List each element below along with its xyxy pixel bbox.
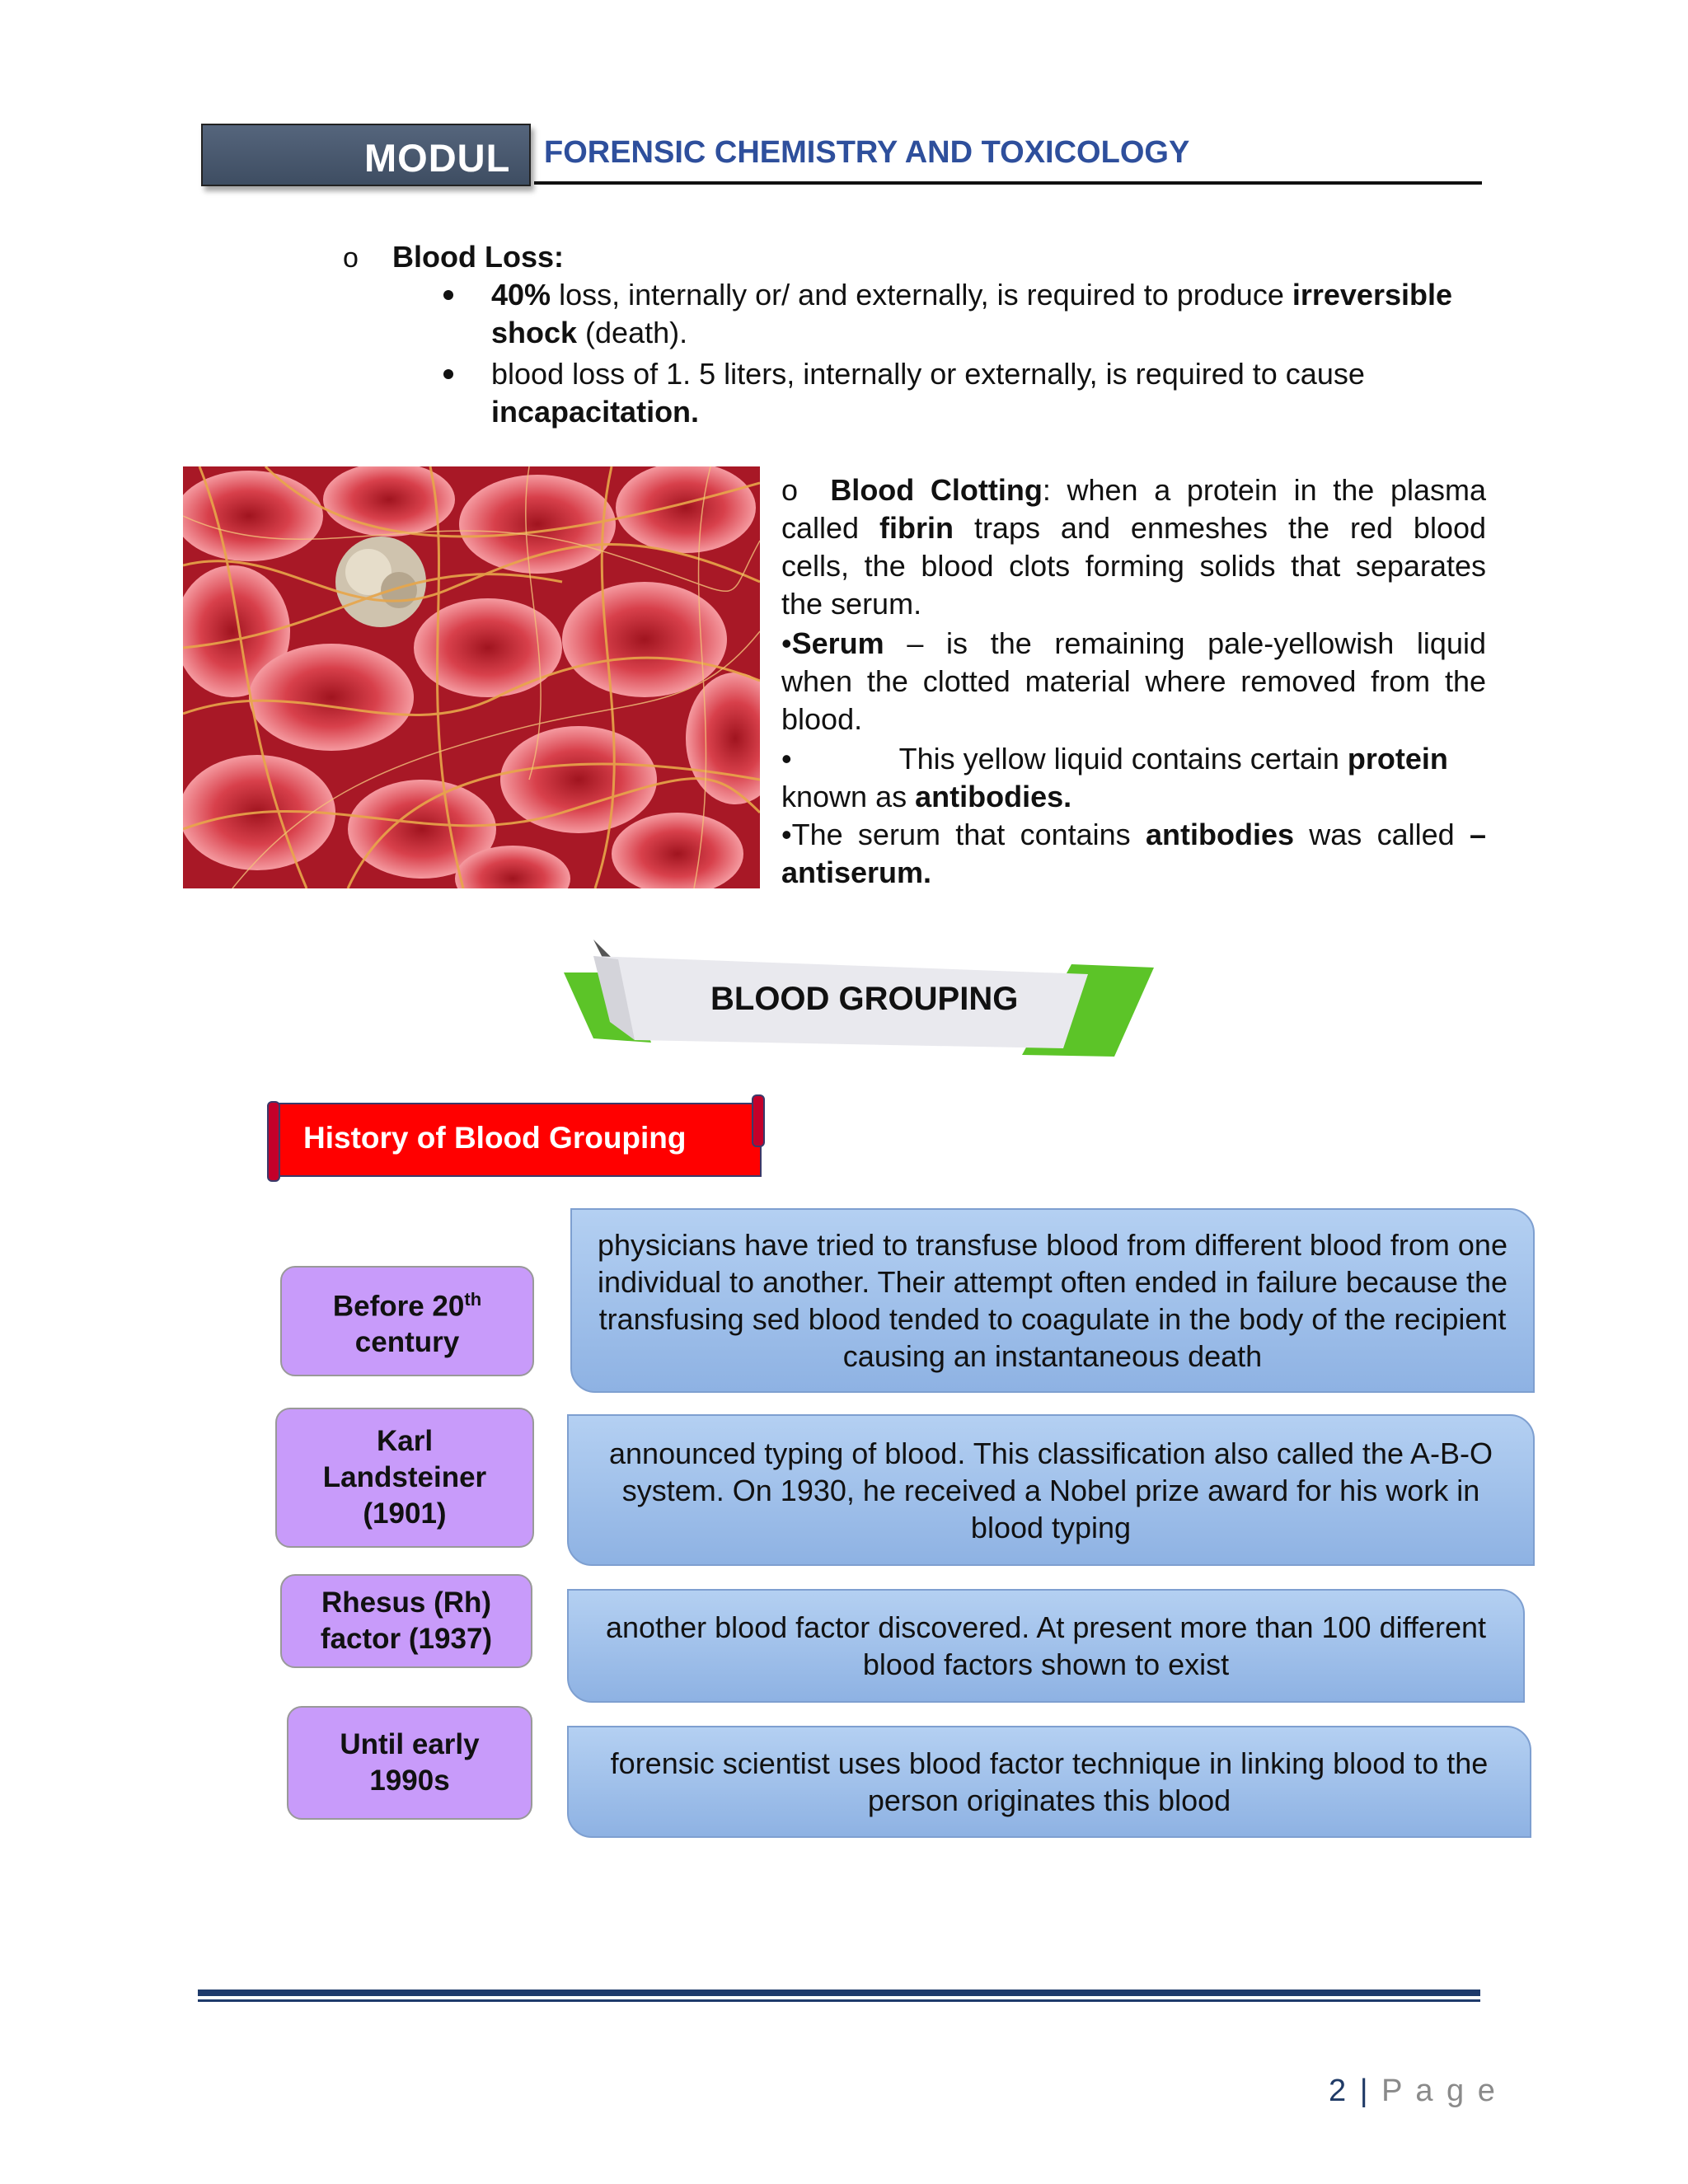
item1-text: loss, internally or/ and externally, is required to produce xyxy=(551,278,1292,312)
item1-bold2: irreversible xyxy=(1292,278,1452,312)
clotting-line-2 xyxy=(781,509,1486,547)
bullet-dot-icon: • xyxy=(781,626,792,660)
antiserum-text: The serum that contains xyxy=(791,818,1146,851)
history-title: History of Blood Grouping xyxy=(303,1121,687,1155)
blood-loss-item-2-line-2: incapacitation. xyxy=(491,395,700,429)
bullet-dot-icon: • xyxy=(781,818,792,851)
protein-text: known as xyxy=(781,780,916,813)
clotting-line-1 xyxy=(781,471,1486,509)
footer-rule-thin xyxy=(198,1999,1480,2002)
bullet-dot-icon xyxy=(443,290,453,300)
clotting-term: Blood Clotting xyxy=(830,473,1043,507)
clotting-line-3: cells, the blood clots forming solids that separates xyxy=(781,549,1486,583)
label-text: century xyxy=(354,1326,460,1359)
timeline-label-karl-landsteiner: Karl Landsteiner (1901) xyxy=(275,1408,534,1548)
clotting-line-4: the serum. xyxy=(781,587,922,621)
scroll-cap-right xyxy=(752,1094,765,1147)
page-number: 2 | P a g e xyxy=(1329,2074,1498,2108)
page-number-value: 2 xyxy=(1329,2074,1349,2108)
blood-loss-item-2: blood loss of 1. 5 liters, internally or externally, is required to cause xyxy=(491,357,1365,391)
page-label: P a g e xyxy=(1381,2074,1498,2108)
timeline-desc-until-early-1990s: forensic scientist uses blood factor technique in linking blood to the person originates this blood xyxy=(567,1726,1531,1838)
clotting-text: : when a protein in the plasma xyxy=(1042,473,1486,507)
serum-line-3: blood. xyxy=(781,702,863,736)
timeline-label-before-20th-century xyxy=(280,1266,534,1376)
history-of-blood-grouping-tab xyxy=(270,1103,762,1177)
timeline-desc-rhesus-factor: another blood factor discovered. At present more than 100 different blood factors shown to exist xyxy=(567,1589,1525,1703)
serum-line-1 xyxy=(781,625,1486,663)
header-rule xyxy=(534,181,1482,185)
footer-rule-thick xyxy=(198,1990,1480,1996)
bullet-dot-icon xyxy=(443,369,453,379)
circle-bullet-icon: o xyxy=(343,242,359,274)
clotting-text: called xyxy=(781,511,880,545)
serum-term: Serum xyxy=(791,626,884,660)
circle-bullet-icon: o xyxy=(781,473,831,507)
blood-clot-image xyxy=(183,466,760,888)
antiserum-text: was called xyxy=(1294,818,1470,851)
bullet-dot-icon: • xyxy=(781,742,792,776)
clotting-text: traps and enmeshes the red blood xyxy=(954,511,1487,545)
protein-term: protein xyxy=(1347,742,1448,776)
scroll-cap-left xyxy=(267,1101,280,1182)
antiserum-line-1 xyxy=(781,816,1486,854)
protein-line-2 xyxy=(781,778,1486,816)
blood-loss-item-1-line-2 xyxy=(491,313,687,352)
label-text: Before 20 xyxy=(332,1290,465,1323)
module-label: MODUL xyxy=(364,136,511,180)
antiserum-dash: – xyxy=(1469,818,1486,851)
timeline-desc-karl-landsteiner: announced typing of blood. This classification also called the A-B-O system. On 1930, he received a Nobel prize award for his work in blood typing xyxy=(567,1414,1535,1566)
item1-bold: 40% xyxy=(491,278,551,312)
item1-line2-text: (death). xyxy=(577,316,688,349)
protein-line-1 xyxy=(781,740,1486,778)
protein-text: This yellow liquid contains certain xyxy=(898,742,1348,776)
timeline-desc-before-20th-century: physicians have tried to transfuse blood from different blood from one individual to another. Their attempt often ended in failure because the transfusing sed blood tended to coagulate in the body of the recipient causing an instantaneous death xyxy=(570,1208,1535,1393)
serum-line-2: when the clotted material where removed from the xyxy=(781,664,1486,698)
antibodies-term: antibodies. xyxy=(915,780,1072,813)
header-title: FORENSIC CHEMISTRY AND TOXICOLOGY xyxy=(544,135,1190,170)
fibrin-term: fibrin xyxy=(879,511,954,545)
antiserum-line-2: antiserum. xyxy=(781,855,932,889)
timeline-label-until-early-1990s: Until early 1990s xyxy=(287,1706,532,1820)
module-badge xyxy=(201,124,531,186)
antibodies-term: antibodies xyxy=(1145,818,1294,851)
blood-loss-heading: Blood Loss: xyxy=(392,240,564,274)
timeline-label-rhesus-factor: Rhesus (Rh) factor (1937) xyxy=(280,1574,532,1668)
serum-text: – is the remaining pale-yellowish liquid xyxy=(884,626,1486,660)
blood-grouping-title: BLOOD GROUPING xyxy=(710,981,1019,1017)
item1-line2-bold: shock xyxy=(491,316,578,349)
label-sup: th xyxy=(464,1288,482,1310)
blood-loss-item-1 xyxy=(491,275,1452,314)
red-blood-cells-illustration xyxy=(183,466,760,888)
